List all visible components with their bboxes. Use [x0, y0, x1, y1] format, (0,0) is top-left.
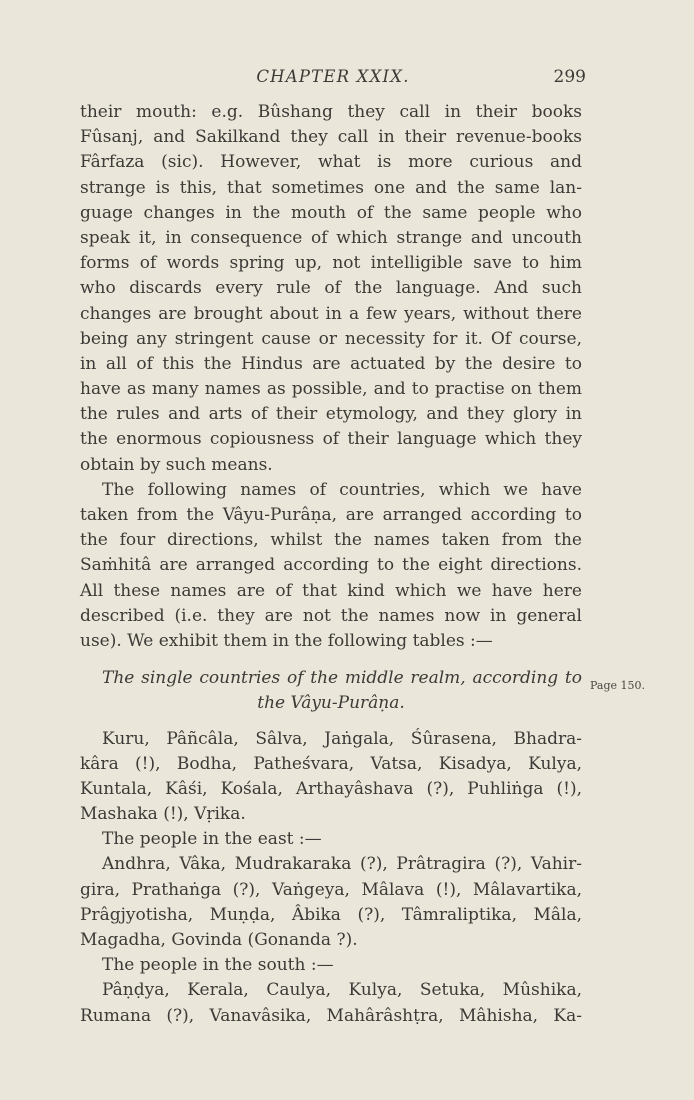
- text-line: All these names are of that kind which we have here: [80, 580, 582, 601]
- text-line: the four directions, whilst the names taken from the: [80, 530, 582, 551]
- paragraph-1: [80, 100, 582, 478]
- text-line: forms of words spring up, not intelligible save to him: [80, 253, 582, 274]
- text-line: described (i.e. they are not the names now in general: [80, 605, 582, 626]
- text-line: have as many names as possible, and to practise on them: [80, 379, 582, 400]
- margin-note: Page 150.: [590, 679, 646, 692]
- text-line: who discards every rule of the language. And such: [80, 278, 582, 299]
- table-heading: [80, 666, 582, 716]
- text-line: speak it, in consequence of which strange and uncouth: [80, 227, 582, 248]
- text-line: use). We exhibit them in the following tables :—: [80, 630, 493, 651]
- text-line: The following names of countries, which we have: [102, 479, 582, 500]
- south-list: [80, 978, 582, 1028]
- middle-realm-list: [80, 727, 582, 828]
- table-heading-line-2: the Vâyu-Purâṇa.: [257, 693, 405, 714]
- text-line: Prâgjyotisha, Muṇḍa, Âbika (?), Tâmraliptika, Mâla,: [80, 904, 582, 925]
- page-body: [80, 100, 582, 1029]
- text-line: in all of this the Hindus are actuated by the desire to: [80, 353, 582, 374]
- text-line: strange is this, that sometimes one and the same lan-: [80, 177, 582, 198]
- running-head: [80, 64, 586, 90]
- text-line: gira, Prathaṅga (?), Vaṅgeya, Mâlava (!), Mâlavartika,: [80, 879, 582, 900]
- text-line: the rules and arts of their etymology, and they glory in: [80, 404, 582, 425]
- text-line: Pâṇḍya, Kerala, Caulya, Kulya, Setuka, Mûshika,: [102, 980, 582, 1001]
- text-line: taken from the Vâyu-Purâṇa, are arranged according to: [80, 505, 582, 525]
- text-line: Rumana (?), Vanavâsika, Mahârâshṭra, Mâhisha, Ka-: [80, 1005, 582, 1026]
- text-line: the enormous copiousness of their language which they: [80, 429, 582, 450]
- text-line: Andhra, Vâka, Mudrakaraka (?), Prâtragira (?), Vahir-: [102, 854, 582, 875]
- text-line: kâra (!), Bodha, Patheśvara, Vatsa, Kisadya, Kulya,: [80, 753, 582, 774]
- text-line: their mouth: e.g. Bûshang they call in their books: [80, 102, 582, 122]
- text-line: Fûsanj, and Sakilkand they call in their revenue-books: [80, 127, 582, 148]
- text-line: Mashaka (!), Vṛika.: [80, 804, 246, 825]
- text-line: Magadha, Govinda (Gonanda ?).: [80, 930, 358, 950]
- paragraph-2: [80, 478, 582, 654]
- east-list: [80, 852, 582, 953]
- text-line: changes are brought about in a few years, without there: [80, 303, 582, 324]
- text-line: guage changes in the mouth of the same people who: [80, 202, 582, 223]
- chapter-title: CHAPTER XXIX.: [256, 67, 410, 86]
- text-line: Kuru, Pâñcâla, Sâlva, Jaṅgala, Śûrasena, Bhadra-: [102, 728, 582, 749]
- south-label: The people in the south :—: [102, 955, 334, 976]
- text-line: Fârfaza (sic). However, what is more curious and: [80, 152, 582, 173]
- table-heading-line-1: The single countries of the middle realm, according to: [102, 668, 582, 689]
- text-line: obtain by such means.: [80, 454, 273, 475]
- page-number: 299: [553, 67, 586, 87]
- text-line: being any stringent cause or necessity for it. Of course,: [80, 328, 582, 349]
- text-line: Saṁhitâ are arranged according to the eight directions.: [80, 555, 582, 576]
- text-line: Kuntala, Kâśi, Kośala, Arthayâshava (?), Puhliṅga (!),: [80, 778, 582, 799]
- east-label: The people in the east :—: [102, 829, 322, 850]
